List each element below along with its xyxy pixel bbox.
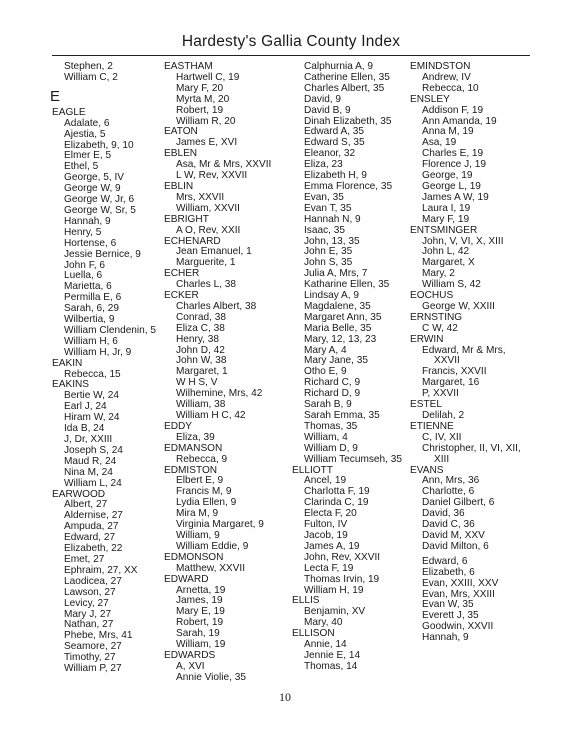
surname-heading: ELLISON <box>292 628 335 640</box>
index-entry: Edward S, 35 <box>304 137 365 149</box>
index-entry: Emma Florence, 35 <box>304 180 393 192</box>
index-entry: William, 38 <box>176 399 226 411</box>
index-entry: Fulton, IV <box>304 519 348 531</box>
index-entry: C W, 42 <box>422 322 458 334</box>
index-entry: Lindsay A, 9 <box>304 290 359 302</box>
index-entry: Delilah, 2 <box>422 410 465 421</box>
surname-heading: EDWARDS <box>164 649 216 661</box>
index-entry: Calphurnia A, 9 <box>304 61 374 72</box>
index-entry: John W, 38 <box>176 355 227 367</box>
index-entry: William C, 2 <box>64 71 118 83</box>
index-entry: William H C, 42 <box>176 410 246 421</box>
index-entry: William Eddie, 9 <box>176 540 249 552</box>
index-entry: Florence J, 19 <box>422 159 486 171</box>
index-entry: Seamore, 27 <box>64 641 122 653</box>
index-entry: George, 5, IV <box>64 172 125 184</box>
index-entry: Stephen, 2 <box>64 61 113 72</box>
index-entry: Sarah B, 9 <box>304 399 352 411</box>
index-entry: Catherine Ellen, 35 <box>304 71 390 83</box>
surname-heading: ELLIS <box>292 595 320 607</box>
surname-heading: EBRIGHT <box>164 213 209 225</box>
index-entry: J, Dr, XXIII <box>64 434 113 445</box>
index-entry: Ann, Mrs, 36 <box>422 475 480 487</box>
index-entry: Eliza, 23 <box>304 159 343 171</box>
index-entry: Mary E, 19 <box>176 606 225 618</box>
index-entry: Edward, 6 <box>422 555 468 567</box>
surname-heading: ENSLEY <box>410 93 450 105</box>
index-entry: Nathan, 27 <box>64 619 114 631</box>
index-entry: Sarah Emma, 35 <box>304 410 380 421</box>
index-entry: Albert, 27 <box>64 499 108 511</box>
surname-heading: EDWARD <box>164 573 209 585</box>
index-entry: Francis M, 9 <box>176 486 232 498</box>
index-entry: Levicy, 27 <box>64 597 109 609</box>
index-entry: A O, Rev, XXII <box>176 224 241 236</box>
surname-heading: EDMANSON <box>164 442 223 454</box>
index-entry: Richard D, 9 <box>304 388 361 400</box>
index-entry: Edward, Mr & Mrs, <box>422 344 506 356</box>
surname-heading: ECHER <box>164 268 200 280</box>
index-column-4 <box>410 62 535 644</box>
index-entry: Jean Emanuel, 1 <box>176 246 252 258</box>
index-entry: Isaac, 35 <box>304 224 345 236</box>
index-entry: Ethel, 5 <box>64 161 99 173</box>
index-entry: Sarah, 19 <box>176 628 220 640</box>
index-entry: Aldernise, 27 <box>64 510 123 522</box>
index-entry: L W, Rev, XXVII <box>176 170 248 182</box>
index-column-3 <box>292 62 410 673</box>
index-entry: Laodicea, 27 <box>64 575 122 587</box>
index-entry: Asa, Mr & Mrs, XXVII <box>176 159 272 171</box>
index-entry: Ann Amanda, 19 <box>422 115 497 127</box>
index-entry: Marguerite, 1 <box>176 257 236 269</box>
index-entry: Charles Albert, 38 <box>176 300 257 312</box>
index-entry: Phebe, Mrs, 41 <box>64 630 133 642</box>
index-entry: Electa F, 20 <box>304 508 357 520</box>
surname-heading: EAKINS <box>52 379 90 391</box>
index-entry: David Milton, 6 <box>422 540 489 552</box>
index-entry: Asa, 19 <box>422 137 457 149</box>
index-entry: Charles E, 19 <box>422 148 484 160</box>
index-entry: Mary, 2 <box>422 268 455 280</box>
index-entry: Julia A, Mrs, 7 <box>304 268 368 280</box>
index-entry: Christopher, II, VI, XII, <box>422 442 521 454</box>
surname-heading: EDDY <box>164 420 193 432</box>
index-entry: William R, 20 <box>176 115 236 127</box>
index-entry: Francis, XXVII <box>422 366 487 378</box>
index-entry: Mary F, 19 <box>422 213 470 225</box>
index-entry: David M, XXV <box>422 529 485 541</box>
index-entry: Maud R, 24 <box>64 455 117 467</box>
index-entry: Andrew, IV <box>422 71 471 83</box>
index-entry: Hannah N, 9 <box>304 213 361 225</box>
index-entry: William, 19 <box>176 639 226 651</box>
index-entry: Thomas, 14 <box>304 660 358 672</box>
index-entry: James A W, 19 <box>422 191 489 203</box>
index-entry: Nina M, 24 <box>64 466 113 478</box>
index-entry: Robert, 19 <box>176 617 224 629</box>
surname-heading: EATON <box>164 126 198 138</box>
index-entry: W H S, V <box>176 377 218 389</box>
index-entry: Charles Albert, 35 <box>304 82 385 94</box>
index-entry: Annie Violie, 35 <box>176 671 246 683</box>
index-entry: Henry, 38 <box>176 333 220 345</box>
index-entry: Joseph S, 24 <box>64 444 123 456</box>
index-entry: Ida B, 24 <box>64 423 105 435</box>
index-entry: Clarinda C, 19 <box>304 497 369 509</box>
index-entry: Adalate, 6 <box>64 117 110 129</box>
index-entry: John D, 42 <box>176 344 225 356</box>
index-entry: Daniel Gilbert, 6 <box>422 497 495 509</box>
surname-heading: ETIENNE <box>410 420 454 432</box>
index-entry: Jessie Bernice, 9 <box>64 248 141 260</box>
index-entry: George W, 9 <box>64 183 121 195</box>
index-entry: Eliza C, 38 <box>176 322 225 334</box>
index-entry: Annie, 14 <box>304 639 347 651</box>
index-entry: Mary, 12, 13, 23 <box>304 333 377 345</box>
index-entry: Margaret, 16 <box>422 377 480 389</box>
index-entry: Lawson, 27 <box>64 586 116 598</box>
index-entry: Evan W, 35 <box>422 599 474 611</box>
index-entry: Margaret, X <box>422 257 475 269</box>
surname-heading: ECKER <box>164 290 199 302</box>
index-entry: Otho E, 9 <box>304 366 347 378</box>
index-entry: Wilhemine, Mrs, 42 <box>176 388 263 400</box>
index-entry: Richard C, 9 <box>304 377 361 389</box>
index-entry: Robert, 19 <box>176 104 224 116</box>
index-entry: Mary A, 4 <box>304 344 347 356</box>
index-column-1 <box>52 62 164 675</box>
index-entry: William H, 19 <box>304 584 364 596</box>
index-entry: Margaret, 1 <box>176 366 228 378</box>
index-entry: Ampuda, 27 <box>64 521 119 533</box>
index-entry: Lydia Ellen, 9 <box>176 497 237 509</box>
index-entry: Charlotte, 6 <box>422 486 475 498</box>
index-entry: Anna M, 19 <box>422 126 474 138</box>
surname-heading: ENTSMINGER <box>410 224 478 236</box>
index-entry: Thomas Irvin, 19 <box>304 573 380 585</box>
index-entry: Elizabeth, 9, 10 <box>64 139 134 151</box>
index-entry: William P, 27 <box>64 663 122 675</box>
index-entry: Dinah Elizabeth, 35 <box>304 115 392 127</box>
index-entry: Hortense, 6 <box>64 237 117 249</box>
index-entry: Hannah, 9 <box>422 632 469 644</box>
index-entry: William S, 42 <box>422 279 481 291</box>
index-entry: Conrad, 38 <box>176 311 226 323</box>
surname-heading: ERNSTING <box>410 311 463 323</box>
index-entry: John E, 35 <box>304 246 353 258</box>
index-entry: George L, 19 <box>422 180 481 192</box>
surname-heading: ERWIN <box>410 333 444 345</box>
surname-heading: EDMISTON <box>164 464 218 476</box>
surname-heading: ESTEL <box>410 399 442 411</box>
index-entry: Marietta, 6 <box>64 281 112 293</box>
index-entry: Magdalene, 35 <box>304 300 371 312</box>
index-entry: William H, 6 <box>64 335 118 347</box>
index-entry: Myrta M, 20 <box>176 93 230 105</box>
surname-heading: EVANS <box>410 464 444 476</box>
index-entry: William Clendenin, 5 <box>64 324 157 336</box>
index-entry: George W, Jr, 6 <box>64 194 135 206</box>
index-entry: Margaret Ann, 35 <box>304 311 382 323</box>
index-entry: David, 9 <box>304 93 342 105</box>
index-entry: Permilla E, 6 <box>64 292 122 304</box>
surname-heading: EDMONSON <box>164 551 224 563</box>
index-entry: George W, XXIII <box>422 300 495 312</box>
index-entry: Matthew, XXVII <box>176 562 246 574</box>
index-entry: Elizabeth, 22 <box>64 543 123 555</box>
surname-heading: EBLIN <box>164 180 194 192</box>
index-entry: Eleanor, 32 <box>304 148 356 160</box>
index-entry: David, 36 <box>422 508 465 520</box>
page-title: Hardesty's Gallia County Index <box>181 33 401 50</box>
index-entry: Charlotta F, 19 <box>304 486 370 498</box>
index-entry: Luella, 6 <box>64 270 103 282</box>
index-entry: William Tecumseh, 35 <box>304 453 402 465</box>
surname-heading: ELLIOTT <box>292 464 333 476</box>
index-entry: Thomas, 35 <box>304 420 358 432</box>
index-entry: Lecta F, 19 <box>304 562 354 574</box>
index-entry: Evan, 35 <box>304 191 344 203</box>
index-entry: Rebecca, 10 <box>422 82 479 94</box>
index-entry: Timothy, 27 <box>64 652 116 664</box>
index-entry: Edward, 27 <box>64 532 116 544</box>
index-entry: Earl J, 24 <box>64 401 107 413</box>
index-entry: Emet, 27 <box>64 553 105 565</box>
surname-heading: EAKIN <box>52 357 83 369</box>
index-entry: William, 9 <box>176 529 220 541</box>
index-entry: P, XXVII <box>422 388 459 400</box>
surname-heading: EBLEN <box>164 148 198 160</box>
index-entry: Rebecca, 15 <box>64 368 121 380</box>
index-entry: Maria Belle, 35 <box>304 322 372 334</box>
index-entry: Charles L, 38 <box>176 279 237 291</box>
index-entry: Mary J, 27 <box>64 608 112 620</box>
index-entry: Mira M, 9 <box>176 508 219 520</box>
index-entry: Virginia Margaret, 9 <box>176 519 264 531</box>
surname-heading: EMINDSTON <box>410 61 471 72</box>
index-entry: Henry, 5 <box>64 226 102 238</box>
index-entry: Ajestia, 5 <box>64 128 106 140</box>
index-entry: Mary Jane, 35 <box>304 355 368 367</box>
index-entry: William H, Jr, 9 <box>64 346 132 358</box>
surname-heading: EASTHAM <box>164 61 213 72</box>
index-entry: XIII <box>434 453 450 465</box>
index-entry: Hannah, 9 <box>64 215 111 227</box>
index-entry: Mrs, XXVII <box>176 191 225 203</box>
index-entry: A, XVI <box>176 660 205 672</box>
index-entry: John S, 35 <box>304 257 353 269</box>
index-entry: Evan T, 35 <box>304 202 352 214</box>
index-entry: Jennie E, 14 <box>304 649 361 661</box>
index-entry: Laura I, 19 <box>422 202 471 214</box>
index-entry: George, 19 <box>422 170 473 182</box>
index-entry: Hartwell C, 19 <box>176 71 240 83</box>
index-entry: Edward A, 35 <box>304 126 365 138</box>
index-entry: William L, 24 <box>64 477 122 489</box>
index-entry: John, 13, 35 <box>304 235 360 247</box>
index-entry: Hiram W, 24 <box>64 412 120 424</box>
index-entry: C, IV, XII <box>422 431 462 443</box>
index-entry: Jacob, 19 <box>304 529 348 541</box>
index-entry: John L, 42 <box>422 246 470 258</box>
index-entry: Elbert E, 9 <box>176 475 224 487</box>
index-entry: Elizabeth H, 9 <box>304 170 367 182</box>
index-entry: Rebecca, 9 <box>176 453 228 465</box>
index-entry: Evan, Mrs, XXIII <box>422 588 495 600</box>
index-entry: Mary, 40 <box>304 617 343 629</box>
index-entry: Goodwin, XXVII <box>422 621 494 633</box>
index-entry: Bertie W, 24 <box>64 390 119 402</box>
index-entry: Elizabeth, 6 <box>422 566 475 578</box>
index-column-2 <box>164 62 292 684</box>
surname-heading: ECHENARD <box>164 235 221 247</box>
surname-heading: EARWOOD <box>52 488 106 500</box>
index-entry: David C, 36 <box>422 519 475 531</box>
index-entry: Katharine Ellen, 35 <box>304 279 390 291</box>
index-entry: John, Rev, XXVII <box>304 551 381 563</box>
index-entry: Ephraim, 27, XX <box>64 564 138 576</box>
index-entry: Mary F, 20 <box>176 82 224 94</box>
index-entry: Addison F, 19 <box>422 104 484 116</box>
page-number: 10 <box>279 690 291 704</box>
index-entry: Arnetta, 19 <box>176 584 226 596</box>
surname-heading: EOCHUS <box>410 290 454 302</box>
surname-heading: EAGLE <box>52 106 86 118</box>
index-entry: Ancel, 19 <box>304 475 347 487</box>
index-entry: XXVII <box>434 355 460 367</box>
index-entry: William D, 9 <box>304 442 358 454</box>
index-entry: William, 4 <box>304 431 348 443</box>
index-entry: James A, 19 <box>304 540 360 552</box>
section-letter: E <box>50 87 61 105</box>
index-entry: James E, XVI <box>176 137 238 149</box>
page-header <box>52 31 530 56</box>
index-entry: James, 19 <box>176 595 223 607</box>
index-entry: Evan, XXIII, XXV <box>422 577 499 589</box>
index-entry: Everett J, 35 <box>422 610 479 622</box>
index-entry: Wilbertia, 9 <box>64 314 115 326</box>
index-entry: John F, 6 <box>64 259 105 271</box>
index-entry: William, XXVII <box>176 202 240 214</box>
index-entry: Sarah, 6, 29 <box>64 303 119 315</box>
index-entry: David B, 9 <box>304 104 351 116</box>
index-entry: Eliza, 39 <box>176 431 215 443</box>
index-entry: Elmer E, 5 <box>64 150 112 162</box>
index-entry: George W, Sr, 5 <box>64 204 136 216</box>
index-entry: Benjamin, XV <box>304 606 366 618</box>
index-entry: John, V, VI, X, XIII <box>422 235 504 247</box>
